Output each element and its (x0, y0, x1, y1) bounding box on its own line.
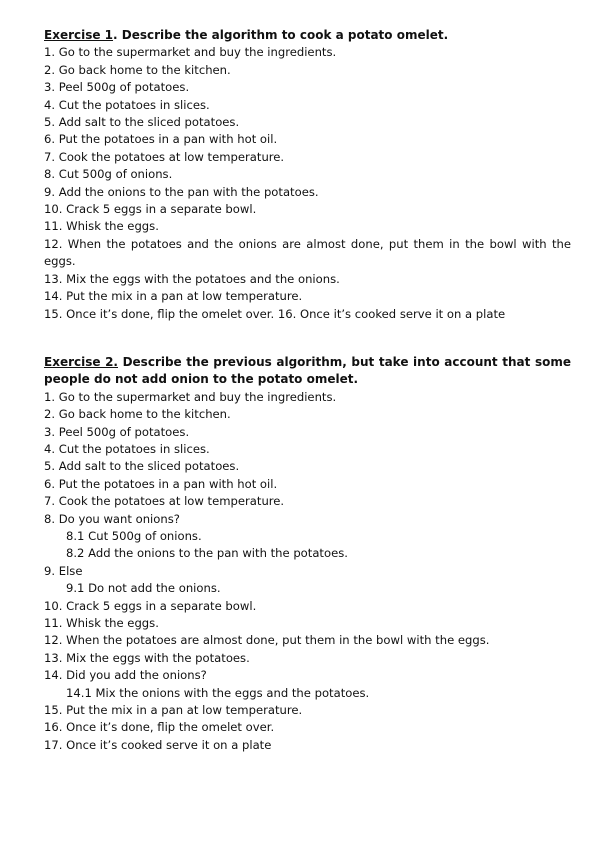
step: 15. Once it’s done, flip the omelet over. 16. Once it’s cooked serve it on a plate (44, 306, 506, 321)
step: 9. Else (44, 563, 83, 578)
exercise-1-label-suffix: . (113, 28, 118, 42)
step: 7. Cook the potatoes at low temperature. (44, 494, 285, 509)
step: 10. Crack 5 eggs in a separate bowl. (44, 202, 257, 217)
step: 4. Cut the potatoes in slices. (44, 97, 210, 112)
step: 8. Do you want onions? (44, 511, 180, 526)
exercise-1-heading (44, 27, 571, 44)
exercise-2-section (44, 354, 571, 754)
exercise-1-title: Describe the algorithm to cook a potato omelet. (117, 28, 449, 42)
exercise-2-heading (44, 354, 571, 389)
step: 13. Mix the eggs with the potatoes. (44, 650, 250, 665)
step: 10. Crack 5 eggs in a separate bowl. (44, 598, 257, 613)
exercise-2-title: Describe the previous algorithm, but take into account that some people do not add onion to the potato omelet. (44, 354, 571, 387)
step: 6. Put the potatoes in a pan with hot oil. (44, 476, 278, 491)
step: 4. Cut the potatoes in slices. (44, 441, 210, 456)
sub-step: 8.1 Cut 500g of onions. (66, 528, 202, 543)
step: 16. Once it’s done, flip the omelet over. (44, 720, 275, 735)
step: 2. Go back home to the kitchen. (44, 62, 231, 77)
step: 1. Go to the supermarket and buy the ingredients. (44, 45, 337, 60)
step: 14. Put the mix in a pan at low temperature. (44, 289, 303, 304)
step: 12. When the potatoes are almost done, put them in the bowl with the eggs. (44, 633, 490, 648)
step: 14. Did you add the onions? (44, 668, 207, 683)
step: 11. Whisk the eggs. (44, 616, 159, 630)
step: 7. Cook the potatoes at low temperature. (44, 149, 285, 164)
step: 3. Peel 500g of potatoes. (44, 80, 190, 95)
step: 1. Go to the supermarket and buy the ingredients. (44, 389, 337, 404)
step: 15. Put the mix in a pan at low temperature. (44, 703, 303, 718)
sub-step: 9.1 Do not add the onions. (66, 581, 221, 596)
sub-step: 14.1 Mix the onions with the eggs and the potatoes. (66, 685, 370, 700)
step: 13. Mix the eggs with the potatoes and the onions. (44, 271, 340, 286)
exercise-1-steps (44, 44, 571, 323)
exercise-2-label: Exercise 2. (44, 354, 118, 369)
sub-step: 8.2 Add the onions to the pan with the potatoes. (66, 546, 348, 561)
step: 2. Go back home to the kitchen. (44, 407, 231, 422)
step: 5. Add salt to the sliced potatoes. (44, 115, 240, 130)
exercise-2-steps (44, 389, 571, 755)
exercise-1-label: Exercise 1 (44, 28, 114, 42)
step: 8. Cut 500g of onions. (44, 167, 173, 182)
step: 5. Add salt to the sliced potatoes. (44, 459, 240, 474)
step: 17. Once it’s cooked serve it on a plate (44, 737, 272, 752)
exercise-1-section (44, 27, 571, 323)
step: 3. Peel 500g of potatoes. (44, 424, 190, 439)
step: 12. When the potatoes and the onions are almost done, put them in the bowl with the eggs. (44, 236, 571, 269)
step: 11. Whisk the eggs. (44, 219, 159, 234)
step: 9. Add the onions to the pan with the potatoes. (44, 184, 319, 199)
step: 6. Put the potatoes in a pan with hot oil. (44, 132, 278, 147)
document-page (44, 27, 571, 754)
